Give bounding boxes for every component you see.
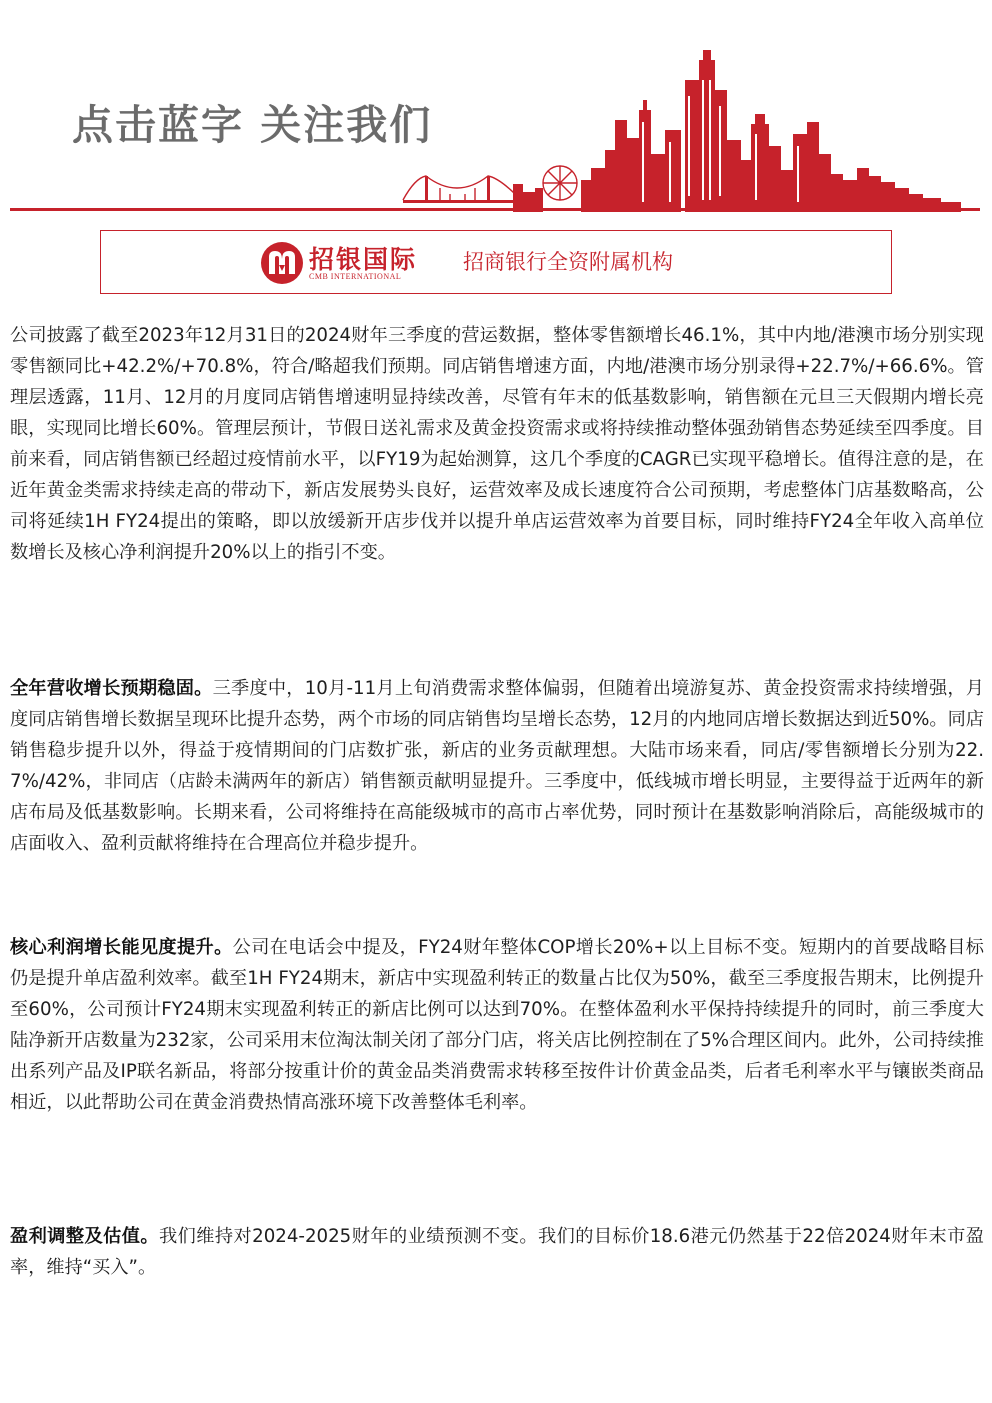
paragraph-valuation bbox=[10, 1221, 984, 1283]
paragraph-revenue-outlook bbox=[10, 673, 984, 859]
city-skyline-illustration bbox=[395, 50, 980, 212]
cmb-international-logo-icon bbox=[260, 241, 304, 285]
banner-divider bbox=[10, 208, 980, 211]
paragraph-body: 三季度中，10月-11月上旬消费需求整体偏弱，但随着出境游复苏、黄金投资需求持续增强，月度同店销售增长数据呈现环比提升态势，两个市场的同店销售均呈增长态势，12月的内地同店增长数据达到近50%。同店销售稳步提升以外，得益于疫情期间的门店数扩张，新店的业务贡献理想。大陆市场来看，同店/零售额增长分别为22.7%/42%，非同店（店龄未满两年的新店）销售额贡献明显提升。三季度中，低线城市增长明显，主要得益于近两年的新店布局及低基数影响。长期来看，公司将维持在高能级城市的高市占率优势，同时预计在基数影响消除后，高能级城市的店面收入、盈利贡献将维持在合理高位并稳步提升。 bbox=[10, 678, 984, 854]
paragraph-body: 公司在电话会中提及，FY24财年整体COP增长20%+以上目标不变。短期内的首要战略目标仍是提升单店盈利效率。截至1H FY24期末，新店中实现盈利转正的数量占比仅为50%，截至三季度报告期末，比例提升至60%，公司预计FY24期末实现盈利转正的新店比例可以达到70%。在整体盈利水平保持持续提升的同时，前三季度大陆净新开店数量为232家，公司采用末位淘汰制关闭了部分门店，将关店比例控制在了5%合理区间内。此外，公司持续推出系列产品及IP联名新品，将部分按重计价的黄金品类消费需求转移至按件计价黄金品类，后者毛利率水平与镶嵌类商品相近，以此帮助公司在黄金消费热情高涨环境下改善整体毛利率。 bbox=[10, 937, 984, 1113]
paragraph-body: 我们维持对2024-2025财年的业绩预测不变。我们的目标价18.6港元仍然基于22倍2024财年末市盈率，维持“买入”。 bbox=[10, 1226, 984, 1278]
paragraph-heading: 盈利调整及估值。 bbox=[10, 1226, 159, 1247]
paragraph-heading: 核心利润增长能见度提升。 bbox=[10, 937, 233, 958]
brand-subtitle: CMB INTERNATIONAL bbox=[309, 272, 402, 281]
brand-tagline: 招商银行全资附属机构 bbox=[463, 250, 673, 274]
paragraph-core-profit bbox=[10, 932, 984, 1118]
paragraph-heading: 全年营收增长预期稳固。 bbox=[10, 678, 213, 699]
header-banner bbox=[0, 0, 992, 215]
paragraph-body: 公司披露了截至2023年12月31日的2024财年三季度的营运数据，整体零售额增长46.1%，其中内地/港澳市场分别实现零售额同比+42.2%/+70.8%，符合/略超我们预期。同店销售增速方面，内地/港澳市场分别录得+22.7%/+66.6%。管理层透露，11月、12月的月度同店销售增速明显持续改善，尽管有年末的低基数影响，销售额在元旦三天假期内增长亮眼，实现同比增长60%。管理层预计，节假日送礼需求及黄金投资需求或将持续推动整体强劲销售态势延续至四季度。目前来看，同店销售额已经超过疫情前水平，以FY19为起始测算，这几个季度的CAGR已实现平稳增长。值得注意的是，在近年黄金类需求持续走高的带动下，新店发展势头良好，运营效率及成长速度符合公司预期，考虑整体门店基数略高，公司将延续1H FY24提出的策略，即以放缓新开店步伐并以提升单店运营效率为首要目标，同时维持FY24全年收入高单位数增长及核心净利润提升20%以上的指引不变。 bbox=[10, 325, 984, 563]
brand-box bbox=[100, 230, 892, 294]
brand-name: 招银国际 bbox=[309, 245, 418, 274]
banner-title[interactable]: 点击蓝字 关注我们 bbox=[72, 101, 433, 149]
paragraph-summary bbox=[10, 320, 984, 568]
